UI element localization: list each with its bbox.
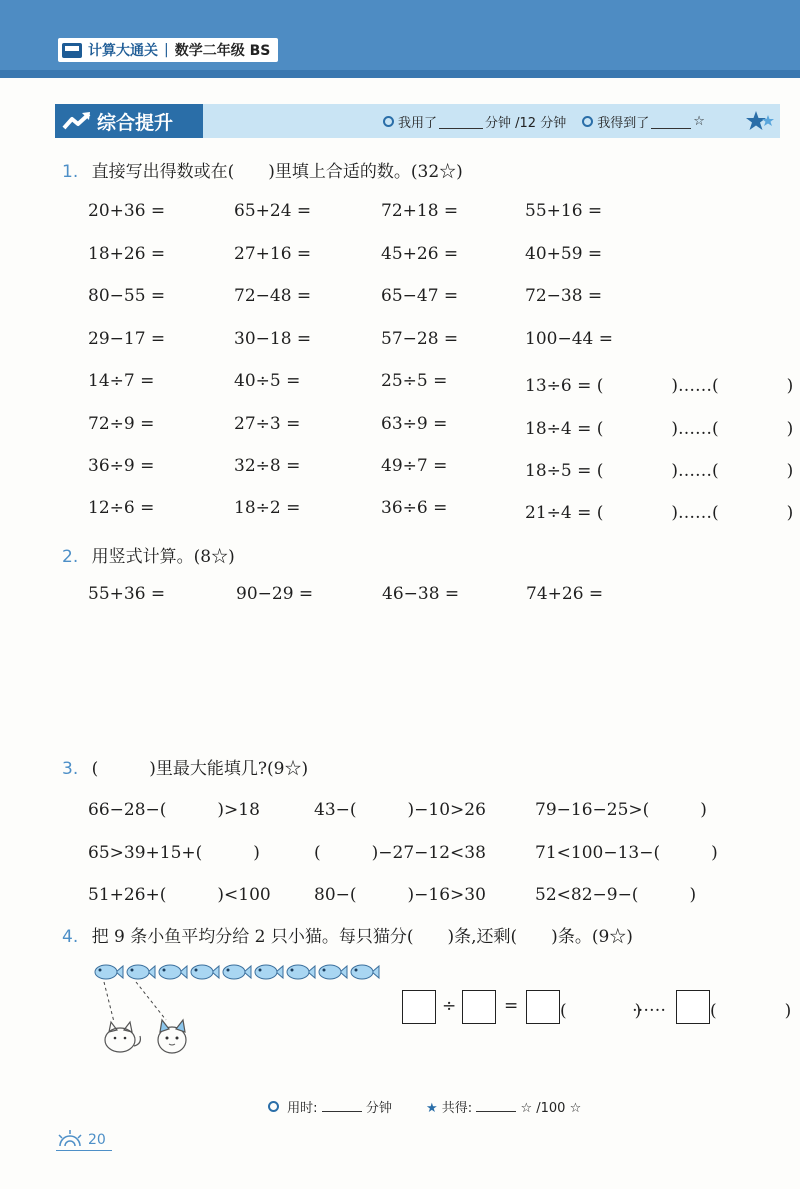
sun-icon — [56, 1128, 84, 1148]
unit-paren: ( ) — [560, 1001, 642, 1021]
page-number: 20 — [88, 1132, 106, 1148]
question-3-number: 3. — [62, 759, 79, 779]
question-4-text: 把 9 条小鱼平均分给 2 只小猫。每只猫分( )条,还剩( )条。(9☆) — [91, 927, 633, 947]
time-used-blank[interactable] — [439, 114, 483, 129]
q1-item: 72−38 = — [525, 286, 603, 306]
check-icon — [582, 116, 593, 127]
q1-item: 20+36 = — [88, 201, 166, 221]
score-label: 我得到了 — [597, 115, 650, 131]
q3-item: 71<100−13−( ) — [535, 843, 718, 863]
q1-item: 63÷9 = — [381, 414, 448, 434]
q1-item-division-remainder: 18÷4 = ( )……( ) — [525, 419, 794, 439]
q1-item: 100−44 = — [525, 329, 613, 349]
fish-row — [95, 965, 379, 979]
cat-icon — [158, 1020, 186, 1053]
q1-item: 65+24 = — [234, 201, 312, 221]
divide-sign: ÷ — [442, 996, 457, 1016]
remainder-dots: …… — [632, 996, 666, 1016]
q1-item: 72−48 = — [234, 286, 312, 306]
footer-time — [268, 1097, 392, 1116]
question-2-number: 2. — [62, 547, 79, 567]
footer-total-blank[interactable] — [476, 1099, 516, 1112]
q1-item-division-remainder: 18÷5 = ( )……( ) — [525, 461, 794, 481]
fish-icon — [351, 965, 379, 979]
title-separator: | — [164, 42, 169, 58]
q3-item: 51+26+( )<100 — [88, 885, 271, 905]
question-2-text: 用竖式计算。(8☆) — [91, 547, 235, 567]
q3-item: 43−( )−10>26 — [314, 800, 486, 820]
book-subtitle: 数学二年级 BS — [174, 43, 271, 59]
q1-item: 27÷3 = — [234, 414, 301, 434]
q1-item-division-remainder: 13÷6 = ( )……( ) — [525, 376, 794, 396]
dashed-arrow — [104, 982, 114, 1022]
q3-item: ( )−27−12<38 — [314, 843, 486, 863]
q2-item: 74+26 = — [526, 584, 604, 604]
q1-item: 36÷9 = — [88, 456, 155, 476]
section-bar — [55, 104, 780, 138]
footer-total — [426, 1097, 581, 1116]
q1-item: 65−47 = — [381, 286, 459, 306]
q1-item: 18÷2 = — [234, 498, 301, 518]
stars-icon — [746, 109, 776, 133]
fish-icon — [95, 965, 123, 979]
clock-icon — [383, 116, 394, 127]
q1-item: 49÷7 = — [381, 456, 448, 476]
score-blank[interactable] — [651, 114, 691, 129]
q1-item: 72÷9 = — [88, 414, 155, 434]
cat-icon — [105, 1022, 140, 1052]
q1-item: 40+59 = — [525, 244, 603, 264]
question-1 — [62, 157, 463, 182]
q1-item: 57−28 = — [381, 329, 459, 349]
section-title: 综合提升 — [97, 111, 174, 134]
footer-time-unit: 分钟 — [365, 1101, 392, 1116]
equals-sign: = — [504, 996, 519, 1016]
dividend-box[interactable] — [402, 990, 436, 1024]
dashed-arrow — [136, 982, 166, 1020]
question-4 — [62, 922, 633, 947]
footer-time-label: 用时: — [287, 1101, 318, 1116]
fish-icon — [287, 965, 315, 979]
book-title: 计算大通关 — [88, 43, 158, 59]
q1-item: 18+26 = — [88, 244, 166, 264]
question-3 — [62, 754, 308, 779]
question-2 — [62, 542, 235, 567]
fish-icon — [223, 965, 251, 979]
q1-item: 40÷5 = — [234, 371, 301, 391]
footer-time-blank[interactable] — [322, 1099, 362, 1112]
q1-item: 25÷5 = — [381, 371, 448, 391]
q1-item: 36÷6 = — [381, 498, 448, 518]
q1-item: 14÷7 = — [88, 371, 155, 391]
q1-item: 29−17 = — [88, 329, 166, 349]
trend-up-icon — [62, 111, 92, 131]
fish-icon — [159, 965, 187, 979]
q2-item: 90−29 = — [236, 584, 314, 604]
q3-item: 66−28−( )>18 — [88, 800, 260, 820]
q2-item: 46−38 = — [382, 584, 460, 604]
q2-item: 55+36 = — [88, 584, 166, 604]
fish-icon — [191, 965, 219, 979]
section-title-box — [55, 104, 203, 138]
book-title-bar — [58, 38, 278, 62]
question-1-number: 1. — [62, 162, 79, 182]
remainder-unit-paren: ( ) — [710, 1001, 792, 1021]
time-used-label: 我用了 — [398, 115, 438, 131]
fish-icon — [127, 965, 155, 979]
question-4-number: 4. — [62, 927, 79, 947]
q3-item: 52<82−9−( ) — [535, 885, 697, 905]
q1-item: 27+16 = — [234, 244, 312, 264]
time-used-suffix: 分钟 /12 分钟 — [485, 115, 567, 131]
q1-item: 32÷8 = — [234, 456, 301, 476]
fish-icon — [255, 965, 283, 979]
q1-item: 30−18 = — [234, 329, 312, 349]
q3-item: 80−( )−16>30 — [314, 885, 486, 905]
q1-item: 72+18 = — [381, 201, 459, 221]
question-3-text: ( )里最大能填几?(9☆) — [91, 759, 309, 779]
q1-item-division-remainder: 21÷4 = ( )……( ) — [525, 503, 794, 523]
question-1-text: 直接写出得数或在( )里填上合适的数。(32☆) — [91, 162, 463, 182]
score-star: ☆ — [693, 113, 705, 129]
star-icon: ★ — [426, 1101, 438, 1116]
section-info — [383, 104, 705, 138]
footer-total-suffix: ☆ /100 ☆ — [520, 1101, 582, 1116]
divisor-box[interactable] — [462, 990, 496, 1024]
quotient-box[interactable] — [526, 990, 560, 1024]
q1-item: 55+16 = — [525, 201, 603, 221]
q3-item: 65>39+15+( ) — [88, 843, 260, 863]
book-icon — [62, 43, 82, 58]
page-number-underline — [56, 1150, 112, 1151]
q1-item: 80−55 = — [88, 286, 166, 306]
q3-item: 79−16−25>( ) — [535, 800, 707, 820]
q1-item: 12÷6 = — [88, 498, 155, 518]
footer-total-label: 共得: — [441, 1101, 473, 1116]
fish-cats-illustration — [92, 960, 392, 1060]
q1-item: 45+26 = — [381, 244, 459, 264]
alarm-clock-icon — [268, 1101, 279, 1112]
remainder-box[interactable] — [676, 990, 710, 1024]
fish-icon — [319, 965, 347, 979]
